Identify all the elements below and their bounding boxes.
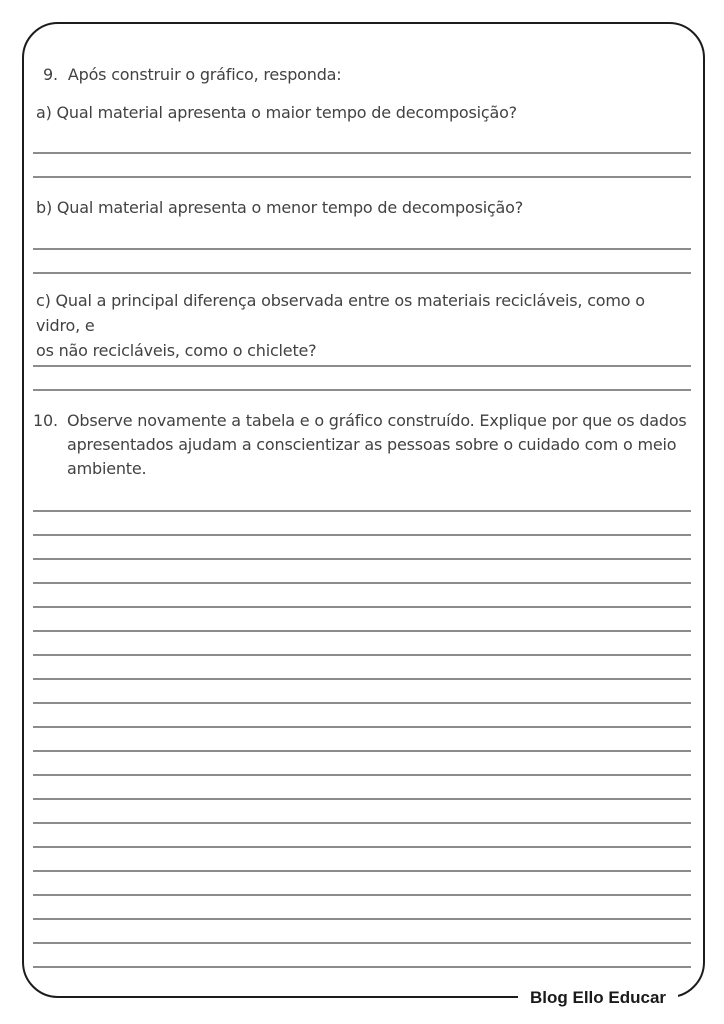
question-10-line-2: apresentados ajudam a conscientizar as pessoas sobre o cuidado com o meio: [67, 435, 677, 454]
answer-line: [33, 248, 691, 272]
answer-line: [33, 630, 691, 654]
answer-lines-9c: [33, 365, 691, 413]
question-9c-line-2: os não recicláveis, como o chiclete?: [36, 341, 317, 360]
question-9-number: 9.: [43, 65, 58, 84]
question-9c-line-1: c) Qual a principal diferença observada entre os materiais recicláveis, como o vidro, e: [36, 291, 645, 335]
answer-line: [33, 750, 691, 774]
answer-line: [33, 558, 691, 582]
answer-line: [33, 918, 691, 942]
question-9b-text: b) Qual material apresenta o menor tempo de decomposição?: [36, 198, 524, 217]
question-10-line-1: Observe novamente a tabela e o gráfico construído. Explique por que os dados: [67, 411, 687, 430]
question-9c-text: [36, 288, 691, 363]
answer-line: [33, 152, 691, 176]
worksheet-content: [22, 22, 705, 998]
answer-line: [33, 846, 691, 870]
question-9a-text: a) Qual material apresenta o maior tempo de decomposição?: [36, 103, 517, 122]
answer-line: [33, 702, 691, 726]
question-10: [33, 409, 691, 481]
answer-line: [33, 654, 691, 678]
answer-line: [33, 606, 691, 630]
question-10-text: [67, 409, 691, 481]
answer-line: [33, 894, 691, 918]
answer-line: [33, 942, 691, 966]
answer-line: [33, 870, 691, 894]
answer-line: [33, 510, 691, 534]
question-9: [43, 63, 691, 87]
answer-line: [33, 678, 691, 702]
answer-line: [33, 774, 691, 798]
answer-line: [33, 534, 691, 558]
question-9-text: Após construir o gráfico, responda:: [67, 65, 342, 84]
answer-line: [33, 726, 691, 750]
answer-line: [33, 822, 691, 846]
answer-lines-10: [33, 510, 691, 990]
answer-lines-9a: [33, 152, 691, 200]
question-10-line-3: ambiente.: [67, 459, 147, 478]
footer-brand-label: Blog Ello Educar: [518, 986, 678, 1010]
answer-line: [33, 798, 691, 822]
answer-line: [33, 582, 691, 606]
question-10-number: 10.: [33, 411, 58, 430]
answer-line: [33, 365, 691, 389]
